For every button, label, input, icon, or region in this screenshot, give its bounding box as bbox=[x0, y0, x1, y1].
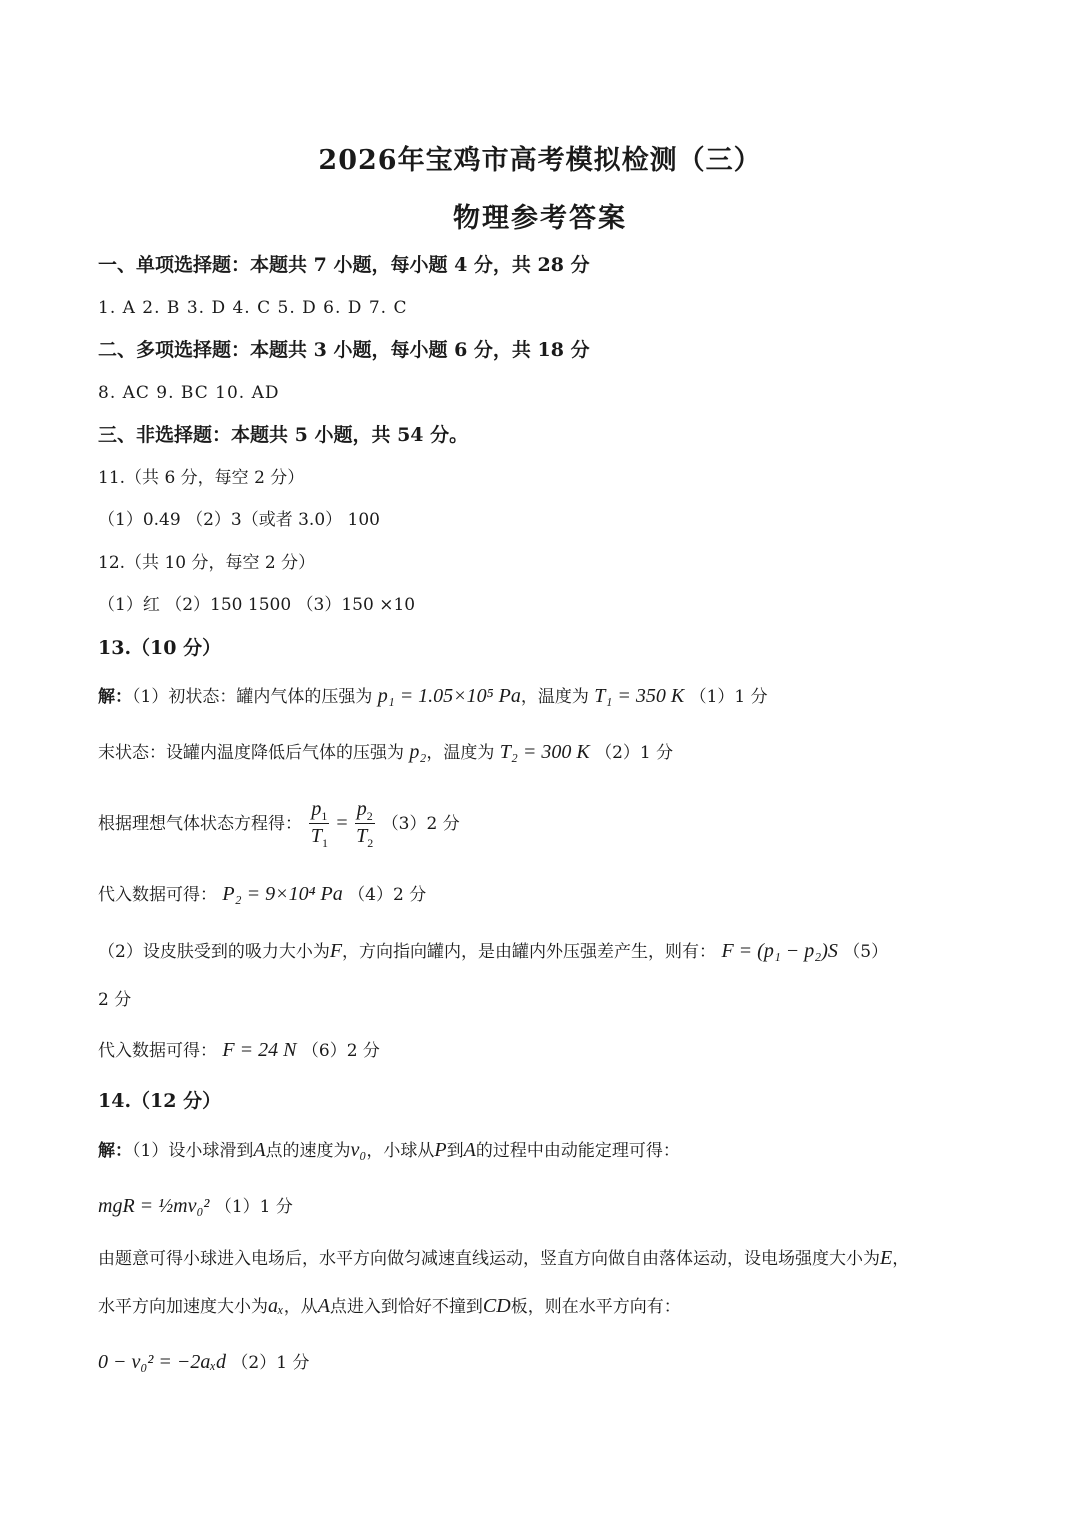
score-mark: （4）2 分 bbox=[348, 885, 427, 905]
equation-energy: mgR = ½mv₀² bbox=[98, 1195, 210, 1217]
equation-f-value: F = 24 N bbox=[222, 1039, 297, 1061]
q12-heading: 12.（共 10 分，每空 2 分） bbox=[98, 553, 316, 573]
q11-heading: 11.（共 6 分，每空 2 分） bbox=[98, 468, 305, 488]
section3-heading: 三、非选择题：本题共 5 小题，共 54 分。 bbox=[98, 424, 469, 446]
q13-line-7: 代入数据可得： F = 24 N （6）2 分 bbox=[98, 1039, 380, 1061]
q14-line-5 bbox=[98, 1350, 1010, 1374]
q13-line-1: 解：（1）初状态：罐内气体的压强为 p₁ = 1.05×10⁵ Pa，温度为 T₁ = 350 K （1）1 分 bbox=[98, 685, 768, 707]
q14-line-1: 解：（1）设小球滑到A点的速度为v₀，小球从P到A的过程中由动能定理可得： bbox=[98, 1139, 680, 1161]
equation-p2: p₂ bbox=[409, 741, 427, 763]
equation-p1: p₁ = 1.05×10⁵ Pa bbox=[377, 685, 521, 707]
score-mark: （1）1 分 bbox=[689, 687, 768, 707]
q14-line-2 bbox=[98, 1194, 1010, 1218]
equation-t2: T₂ = 300 K bbox=[499, 741, 590, 763]
section1-heading: 一、单项选择题：本题共 7 小题，每小题 4 分，共 28 分 bbox=[98, 254, 590, 276]
equation-force: F = (p₁ − p₂)S bbox=[721, 940, 838, 962]
section1-answers: 1. A 2. B 3. D 4. C 5. D 6. D 7. C bbox=[98, 298, 408, 318]
q14-line-3: 由题意可得小球进入电场后，水平方向做匀减速直线运动，竖直方向做自由落体运动，设电场强度大小为E， bbox=[98, 1247, 910, 1269]
q13-line-3: 根据理想气体状态方程得： $\frac{p_1}{T_1}$ = $\frac{p_2}{T_2}$ （3）2 分 bbox=[98, 798, 460, 851]
equation-ideal-gas: $\frac{p_1}{T_1}$ = $\frac{p_2}{T_2}$ bbox=[310, 798, 374, 851]
q14-heading: 14.（12 分） bbox=[98, 1090, 222, 1112]
equation-kinematics: 0 − v₀² = −2aₓd bbox=[98, 1351, 226, 1373]
q14-line-4: 水平方向加速度大小为aₓ，从A点进入到恰好不撞到CD板，则在水平方向有： bbox=[98, 1295, 681, 1317]
page-subtitle: 物理参考答案 bbox=[453, 203, 627, 234]
page-title: 2026年宝鸡市高考模拟检测（三） bbox=[318, 145, 762, 176]
q13-heading: 13.（10 分） bbox=[98, 637, 222, 659]
solution-prefix: 解： bbox=[98, 687, 132, 707]
section2-heading: 二、多项选择题：本题共 3 小题，每小题 6 分，共 18 分 bbox=[98, 339, 590, 361]
q12-answer: （1）红 （2）150 1500 （3）150 ×10 bbox=[98, 595, 416, 615]
score-mark: （2）1 分 bbox=[231, 1353, 310, 1373]
solution-prefix: 解： bbox=[98, 1141, 132, 1161]
equation-p2-value: P₂ = 9×10⁴ Pa bbox=[222, 883, 343, 905]
q13-line-4: 代入数据可得： P₂ = 9×10⁴ Pa （4）2 分 bbox=[98, 883, 427, 905]
q13-line-5: （2）设皮肤受到的吸力大小为F，方向指向罐内，是由罐内外压强差产生，则有： F = (p₁ − p₂)S （5） bbox=[98, 940, 889, 962]
score-mark: （3）2 分 bbox=[381, 814, 460, 835]
score-mark: （2）1 分 bbox=[595, 743, 674, 763]
q13-line-2: 末状态：设罐内温度降低后气体的压强为 p₂，温度为 T₂ = 300 K （2）1 分 bbox=[98, 741, 674, 763]
score-mark: （1）1 分 bbox=[214, 1197, 293, 1217]
q13-line-6: 2 分 bbox=[98, 990, 132, 1010]
score-mark: （6）2 分 bbox=[301, 1041, 380, 1061]
q11-answer: （1）0.49 （2）3（或者 3.0） 100 bbox=[98, 510, 380, 530]
section2-answers: 8. AC 9. BC 10. AD bbox=[98, 383, 280, 403]
score-mark: （5） bbox=[843, 942, 889, 962]
equation-t1: T₁ = 350 K bbox=[594, 685, 685, 707]
